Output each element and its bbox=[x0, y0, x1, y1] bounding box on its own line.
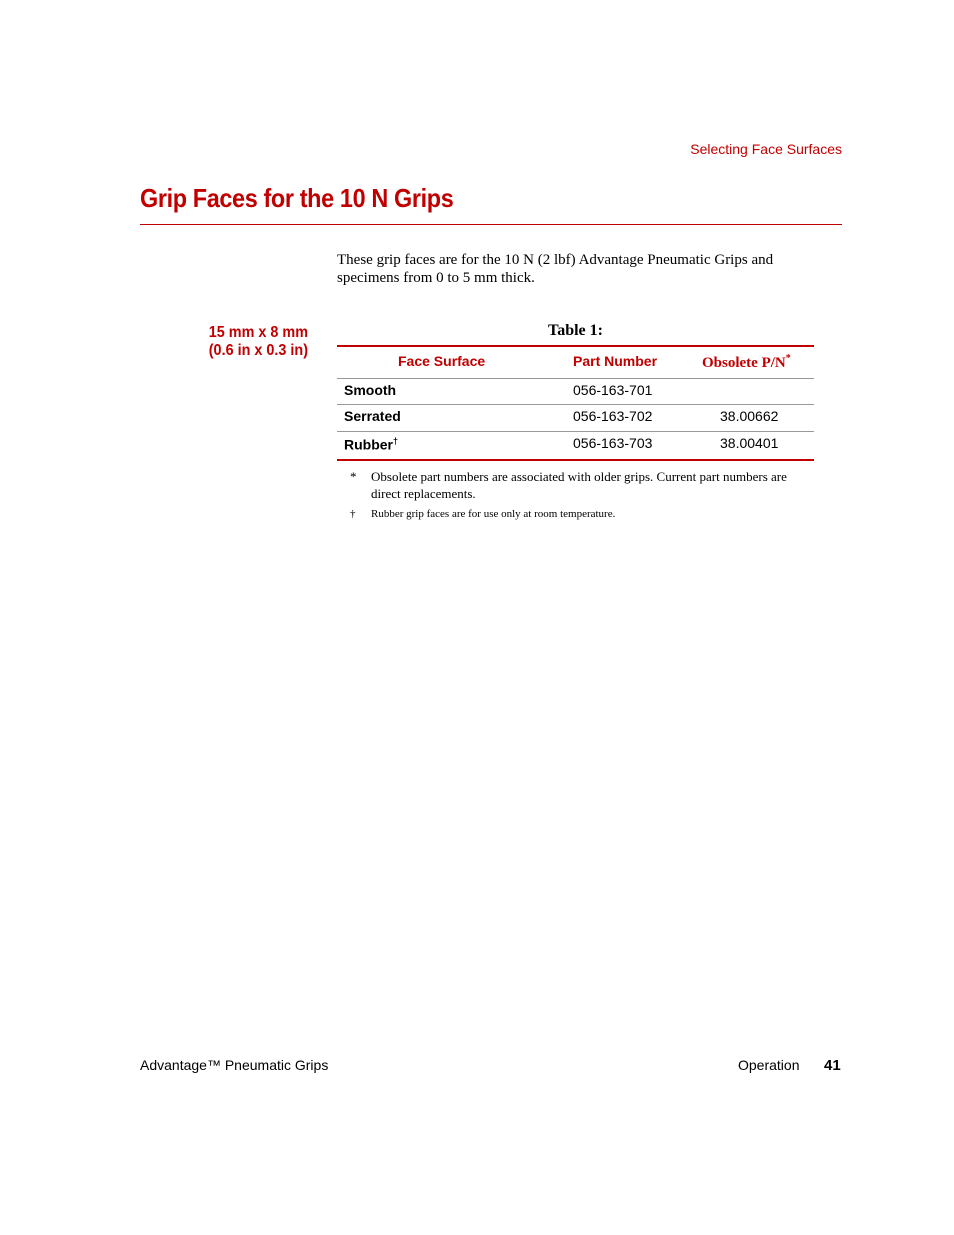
footnote-1-mark: * bbox=[350, 469, 357, 484]
header-obsolete-mark: * bbox=[785, 353, 791, 364]
table-row-2-face bbox=[344, 408, 401, 424]
header-part-number: Part Number bbox=[573, 353, 658, 369]
table-caption: Table 1: bbox=[548, 322, 603, 339]
page-title: Grip Faces for the 10 N Grips bbox=[140, 183, 454, 213]
footer-section: Operation bbox=[738, 1057, 800, 1073]
table-row-3-mark: † bbox=[393, 436, 399, 446]
table-row-2-obsolete: 38.00662 bbox=[720, 408, 779, 424]
table-row-1-face-label: Smooth bbox=[344, 382, 397, 398]
title-rule bbox=[140, 224, 842, 225]
side-heading-line2: (0.6 in x 0.3 in) bbox=[208, 342, 308, 359]
table-row-3-face bbox=[344, 436, 398, 453]
header-face-surface: Face Surface bbox=[398, 353, 486, 369]
table-row-rule bbox=[337, 404, 814, 405]
side-heading bbox=[140, 324, 308, 360]
footer-product: Advantage™ Pneumatic Grips bbox=[140, 1057, 329, 1073]
header-obsolete-pn bbox=[702, 353, 791, 372]
table-row-1-face bbox=[344, 382, 396, 398]
table-header-rule bbox=[337, 378, 814, 379]
table-row-2-part: 056-163-702 bbox=[573, 408, 653, 424]
footnote-1-text: Obsolete part numbers are associated with older grips. Current part numbers are direct replacements. bbox=[371, 469, 787, 501]
footnote-2-text: Rubber grip faces are for use only at room temperature. bbox=[371, 508, 616, 520]
table-row-3-obsolete: 38.00401 bbox=[720, 435, 779, 451]
table-row-1-part: 056-163-701 bbox=[573, 382, 653, 398]
footnote-2-mark: † bbox=[350, 508, 356, 520]
table-bottom-rule bbox=[337, 459, 814, 461]
intro-paragraph: These grip faces are for the 10 N (2 lbf) Advantage Pneumatic Grips and specimens from 0 to 5 mm thick. bbox=[337, 252, 774, 286]
table-row-2-face-label: Serrated bbox=[344, 408, 401, 424]
table-row-3-part: 056-163-703 bbox=[573, 435, 653, 451]
table-top-rule bbox=[337, 345, 814, 347]
side-heading-line1: 15 mm x 8 mm bbox=[208, 324, 308, 341]
page-number: 41 bbox=[824, 1057, 841, 1074]
table-row-rule bbox=[337, 431, 814, 432]
header-obsolete-label: Obsolete P/N bbox=[702, 355, 786, 371]
table-row-3-face-label: Rubber bbox=[344, 436, 393, 453]
running-head: Selecting Face Surfaces bbox=[690, 141, 842, 157]
